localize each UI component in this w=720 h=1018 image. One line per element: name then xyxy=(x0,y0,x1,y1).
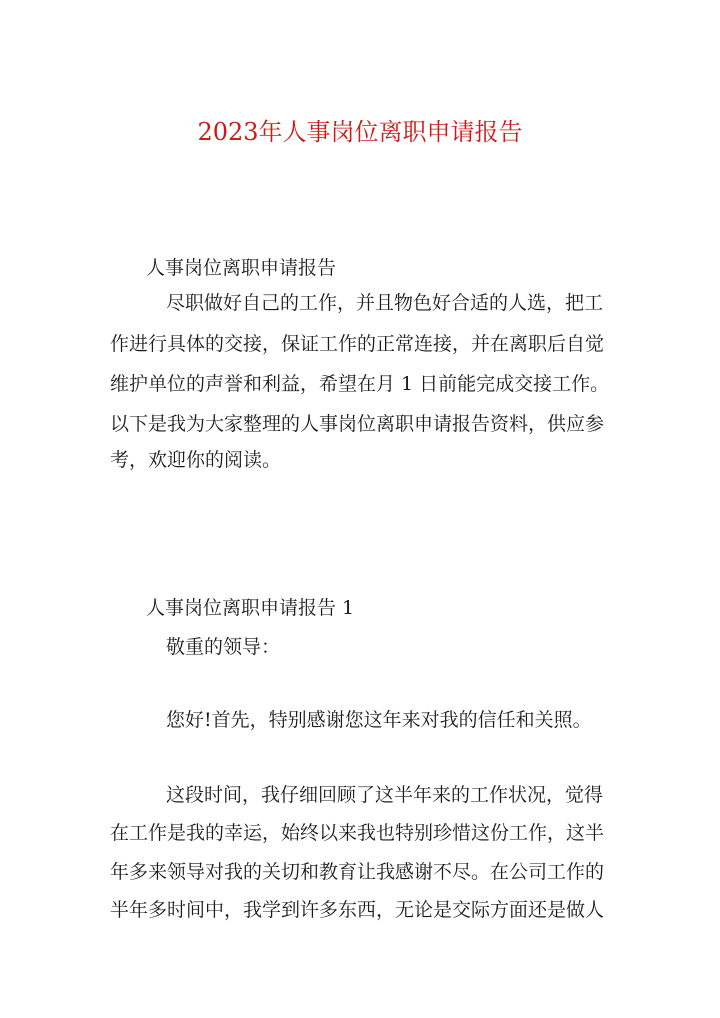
intro-line-3: 维护单位的声誉和利益，希望在月 1 日前能完成交接工作。 xyxy=(110,373,610,395)
body-line-3: 年多来领导对我的关切和教育让我感谢不尽。在公司工作的 xyxy=(110,861,605,883)
intro-line-4: 以下是我为大家整理的人事岗位离职申请报告资料，供应参 xyxy=(110,413,605,435)
intro-line-5: 考，欢迎你的阅读。 xyxy=(110,449,282,471)
salutation: 敬重的领导： xyxy=(166,636,281,658)
intro-heading: 人事岗位离职申请报告 xyxy=(146,257,337,279)
body-line-1: 这段时间，我仔细回顾了这半年来的工作状况，觉得 xyxy=(166,784,604,806)
intro-line-2: 作进行具体的交接，保证工作的正常连接，并在离职后自觉 xyxy=(110,333,605,355)
intro-line-1: 尽职做好自己的工作，并且物色好合适的人选，把工 xyxy=(166,292,604,314)
greeting-line: 您好!首先，特别感谢您这年来对我的信任和关照。 xyxy=(166,709,592,731)
body-line-2: 在工作是我的幸运，始终以来我也特别珍惜这份工作，这半 xyxy=(110,822,605,844)
section1-heading: 人事岗位离职申请报告 1 xyxy=(146,597,355,619)
document-title: 2023年人事岗位离职申请报告 xyxy=(197,118,523,146)
body-line-4: 半年多时间中，我学到许多东西，无论是交际方面还是做人 xyxy=(110,899,605,921)
